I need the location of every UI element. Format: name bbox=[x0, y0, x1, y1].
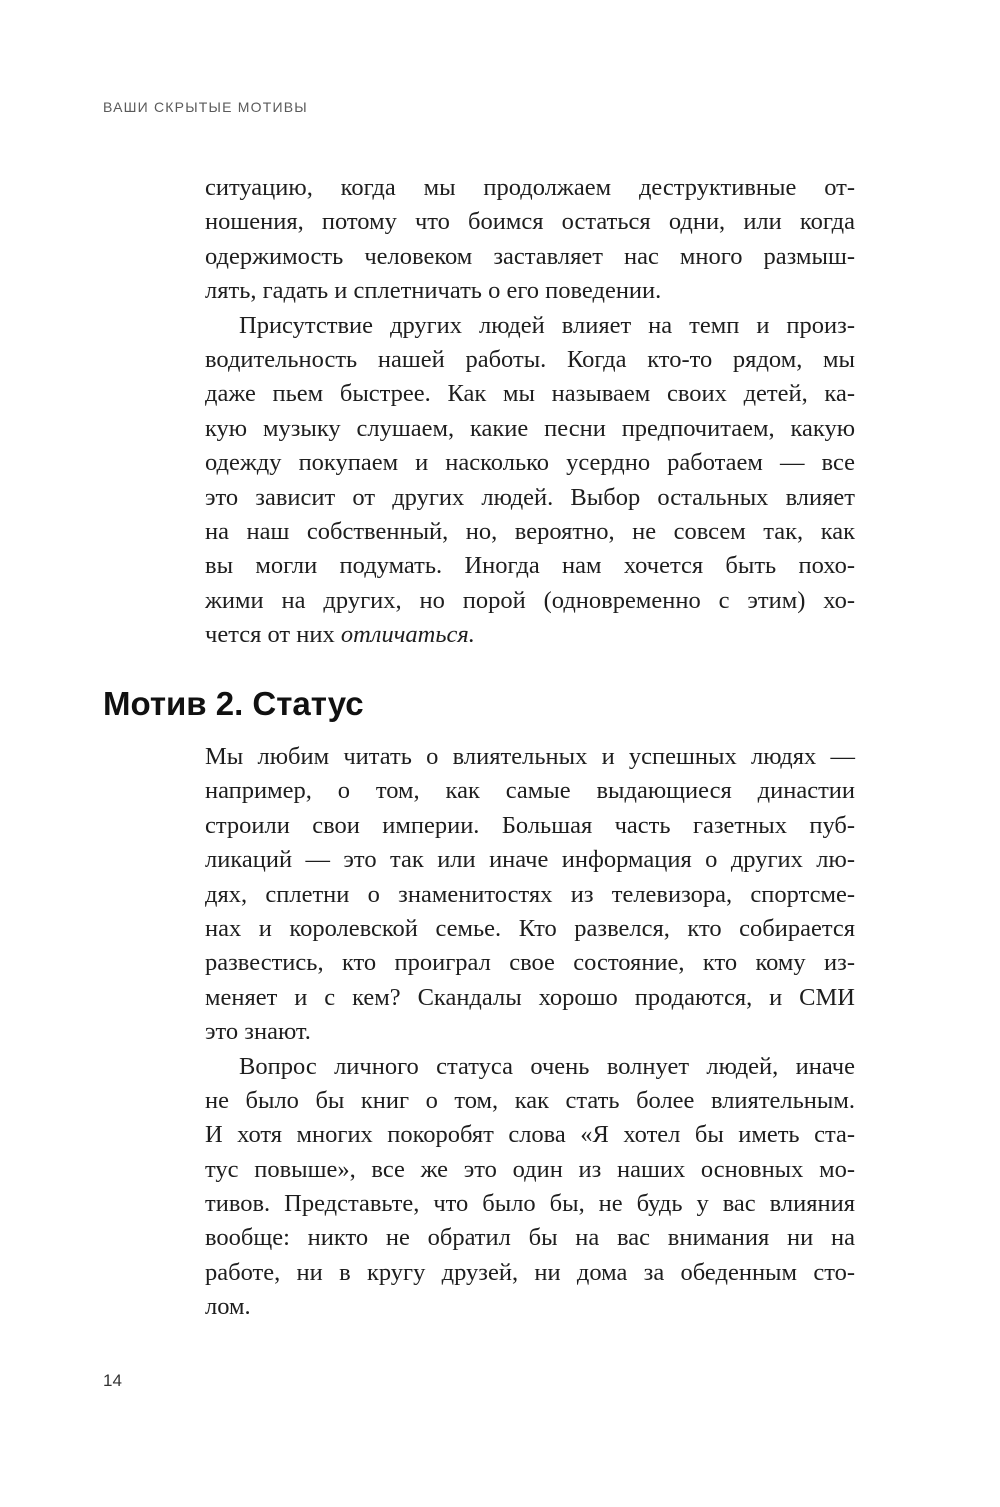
running-head: ВАШИ СКРЫТЫЕ МОТИВЫ bbox=[103, 99, 308, 115]
text-span: чется от них bbox=[205, 621, 341, 649]
text-line: дях, сплетни о знаменитостях из телевизора, спортсме- bbox=[205, 880, 855, 908]
text-line: нах и королевской семье. Кто развелся, кто собирается bbox=[205, 914, 855, 942]
text-line: одежду покупаем и насколько усердно работаем — все bbox=[205, 449, 855, 477]
text-line: ношения, потому что боимся остаться одни, или когда bbox=[205, 208, 855, 236]
text-line: лять, гадать и сплетничать о его поведении. bbox=[205, 277, 662, 305]
section-heading: Мотив 2. Статус bbox=[103, 685, 364, 722]
text-line: строили свои империи. Большая часть газетных пуб- bbox=[205, 811, 855, 839]
text-line: И хотя многих покоробят слова «Я хотел бы иметь ста- bbox=[205, 1121, 855, 1149]
text-line: развестись, кто проиграл свое состояние, кто кому из- bbox=[205, 949, 855, 977]
paragraph-last-line bbox=[205, 618, 855, 652]
paragraph-first-line: Присутствие других людей влияет на темп и произ- bbox=[239, 311, 855, 339]
text-line: тус повыше», все же это один из наших основных мо- bbox=[205, 1155, 855, 1183]
text-line: например, о том, как самые выдающиеся династии bbox=[205, 777, 855, 805]
text-line: ликаций — это так или иначе информация о других лю- bbox=[205, 846, 855, 874]
text-line: меняет и с кем? Скандалы хорошо продаются, и СМИ bbox=[205, 983, 855, 1011]
text-line: тивов. Представьте, что было бы, не будь у вас влияния bbox=[205, 1190, 855, 1218]
text-line: кую музыку слушаем, какие песни предпочитаем, какую bbox=[205, 414, 855, 442]
text-line: не было бы книг о том, как стать более влиятельным. bbox=[205, 1086, 855, 1114]
emphasized-word: отличаться. bbox=[340, 621, 475, 649]
text-line: одержимость человеком заставляет нас много размыш- bbox=[205, 242, 855, 270]
body-text-block-2 bbox=[205, 740, 855, 1325]
text-line: жими на других, но порой (одновременно с этим) хо- bbox=[205, 586, 855, 614]
text-line: это зависит от других людей. Выбор остальных влияет bbox=[205, 483, 855, 511]
text-line: даже пьем быстрее. Как мы называем своих детей, ка- bbox=[205, 380, 855, 408]
text-line: водительность нашей работы. Когда кто-то рядом, мы bbox=[205, 345, 855, 373]
paragraph-first-line: Мы любим читать о влиятельных и успешных людях — bbox=[205, 743, 855, 770]
text-line: работе, ни в кругу друзей, ни дома за обеденным сто- bbox=[205, 1258, 855, 1286]
page-number: 14 bbox=[103, 1371, 122, 1390]
text-line: вообще: никто не обратил бы на вас внимания ни на bbox=[205, 1224, 855, 1252]
paragraph-last-line: лом. bbox=[205, 1293, 251, 1321]
paragraph-first-line: Вопрос личного статуса очень волнует людей, иначе bbox=[239, 1052, 855, 1080]
text-line: ситуацию, когда мы продолжаем деструктивные от- bbox=[205, 174, 855, 201]
body-text-block-1 bbox=[205, 171, 855, 652]
text-line: вы могли подумать. Иногда нам хочется быть похо- bbox=[205, 552, 855, 580]
text-line: на наш собственный, но, вероятно, не совсем так, как bbox=[205, 517, 855, 545]
paragraph-last-line: это знают. bbox=[205, 1018, 311, 1046]
